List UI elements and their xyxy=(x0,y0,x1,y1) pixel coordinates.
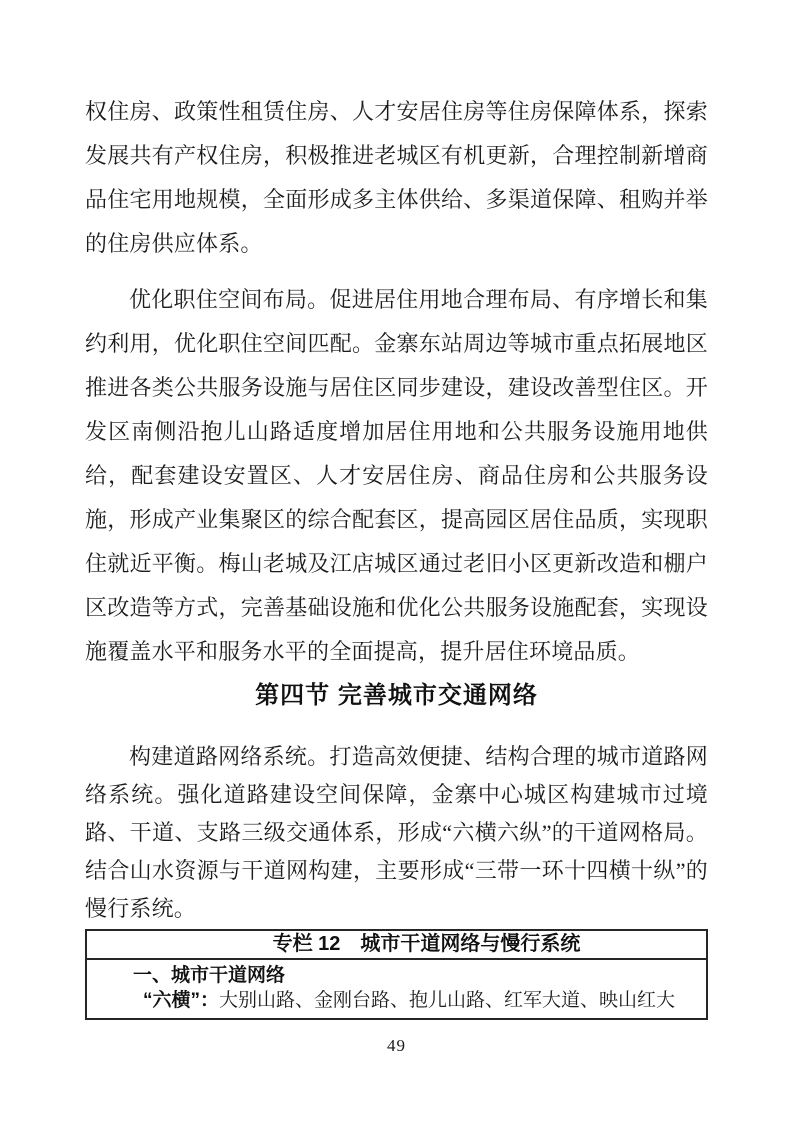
paragraph-jobs-housing-layout: 优化职住空间布局。促进居住用地合理布局、有序增长和集约利用，优化职住空间匹配。金寨东站周边等城市重点拓展地区推进各类公共服务设施与居住区同步建设，建设改善型住区。开发区南侧沿抱儿山路适度增加居住用地和公共服务设施用地供给，配套建设安置区、人才安居住房、商品住房和公共服务设施，形成产业集聚区的综合配套区，提高园区居住品质，实现职住就近平衡。梅山老城及江店城区通过老旧小区更新改造和棚户区改造等方式，完善基础设施和优化公共服务设施配套，实现设施覆盖水平和服务水平的全面提高，提升居住环境品质。 xyxy=(85,287,708,664)
paragraph-housing-continued: 权住房、政策性租赁住房、人才安居住房等住房保障体系，探索发展共有产权住房，积极推进老城区有机更新，合理控制新增商品住宅用地规模，全面形成多主体供给、多渠道保障、租购并举的住房供应体系。 xyxy=(85,99,708,256)
paragraph-road-network: 构建道路网络系统。打造高效便捷、结构合理的城市道路网络系统。强化道路建设空间保障，金寨中心城区构建城市过境路、干道、支路三级交通体系，形成“六横六纵”的干道网格局。结合山水资源与干道网构建，主要形成“三带一环十四横十纵”的慢行系统。 xyxy=(85,744,708,921)
page-content xyxy=(85,0,708,1020)
page-number: 49 xyxy=(387,1036,406,1055)
feature-box-body xyxy=(87,960,706,1018)
feature-box-roads-row xyxy=(99,988,694,1013)
feature-box-roads-lead: “六横”： xyxy=(143,990,220,1011)
feature-box-section-label: 一、城市干道网络 xyxy=(133,965,286,986)
feature-box xyxy=(85,929,708,1020)
feature-box-title: 专栏 12 城市干道网络与慢行系统 xyxy=(87,931,706,960)
section-heading: 第四节 完善城市交通网络 xyxy=(255,682,538,709)
feature-box-roads-text: 大别山路、金刚台路、抱儿山路、红军大道、映山红大 xyxy=(219,990,676,1011)
